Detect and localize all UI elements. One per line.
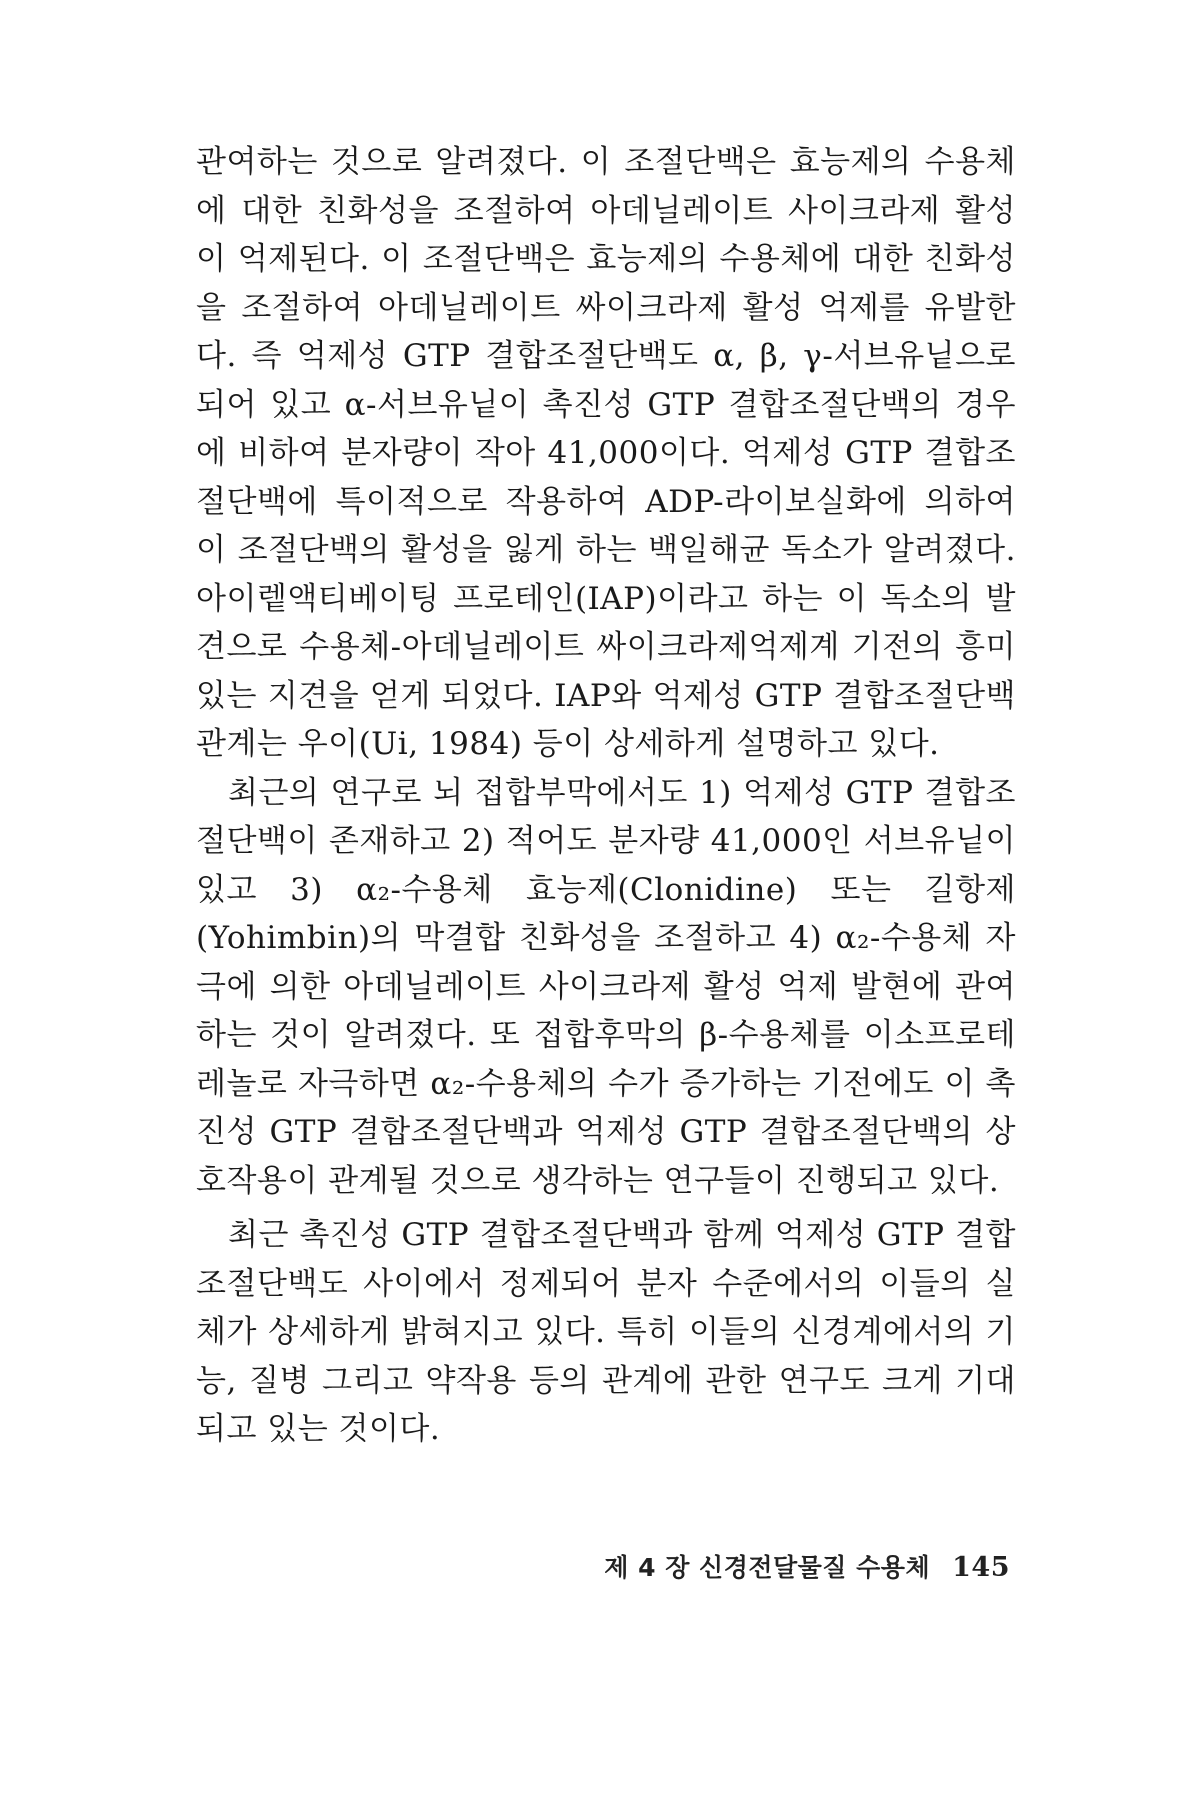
paragraph-3: 최근 촉진성 GTP 결합조절단백과 함께 억제성 GTP 결합조절단백도 사이에서 정제되어 분자 수준에서의 이들의 실체가 상세하게 밝혀지고 있다. 특히 이들의 신경계에서의 기능, 질병 그리고 약작용 등의 관계에 관한 연구도 크게 기대되고 있는 것이다. xyxy=(196,1217,1016,1447)
page-footer xyxy=(0,1548,1010,1584)
body-text xyxy=(196,138,1016,1454)
running-footer-chapter: 제 4 장 신경전달물질 수용체 xyxy=(604,1553,931,1582)
paragraph-2: 최근의 연구로 뇌 접합부막에서도 1) 억제성 GTP 결합조절단백이 존재하고 2) 적어도 분자량 41,000인 서브유닡이 있고 3) α₂-수용체 효능제(Clonidine) 또는 길항제(Yohimbin)의 막결합 친화성을 조절하고 4) α₂-수용체 자극에 의한 아데닐레이트 사이크라제 활성 억제 발현에 관여하는 것이 알려졌다. 또 접합후막의 β-수용체를 이소프로테레놀로 자극하면 α₂-수용체의 수가 증가하는 기전에도 이 촉진성 GTP 결합조절단백과 억제성 GTP 결합조절단백의 상호작용이 관계될 것으로 생각하는 연구들이 진행되고 있다. xyxy=(196,774,1016,1199)
page-number: 145 xyxy=(952,1552,1010,1583)
paragraph-1: 관여하는 것으로 알려졌다. 이 조절단백은 효능제의 수용체에 대한 친화성을 조절하여 아데닐레이트 사이크라제 활성이 억제된다. 이 조절단백은 효능제의 수용체에 대한 친화성을 조절하여 아데닐레이트 싸이크라제 활성 억제를 유발한다. 즉 억제성 GTP 결합조절단백도 α, β, γ-서브유닡으로 되어 있고 α-서브유닡이 촉진성 GTP 결합조절단백의 경우에 비하여 분자량이 작아 41,000이다. 억제성 GTP 결합조절단백에 특이적으로 작용하여 ADP-라이보실화에 의하여 이 조절단백의 활성을 잃게 하는 백일해균 독소가 알려졌다. 아이렡액티베이팅 프로테인(IAP)이라고 하는 이 독소의 발견으로 수용체-아데닐레이트 싸이크라제억제계 기전의 흥미있는 지견을 얻게 되었다. IAP와 억제성 GTP 결합조절단백 관계는 우이(Ui, 1984) 등이 상세하게 설명하고 있다. xyxy=(196,144,1016,762)
